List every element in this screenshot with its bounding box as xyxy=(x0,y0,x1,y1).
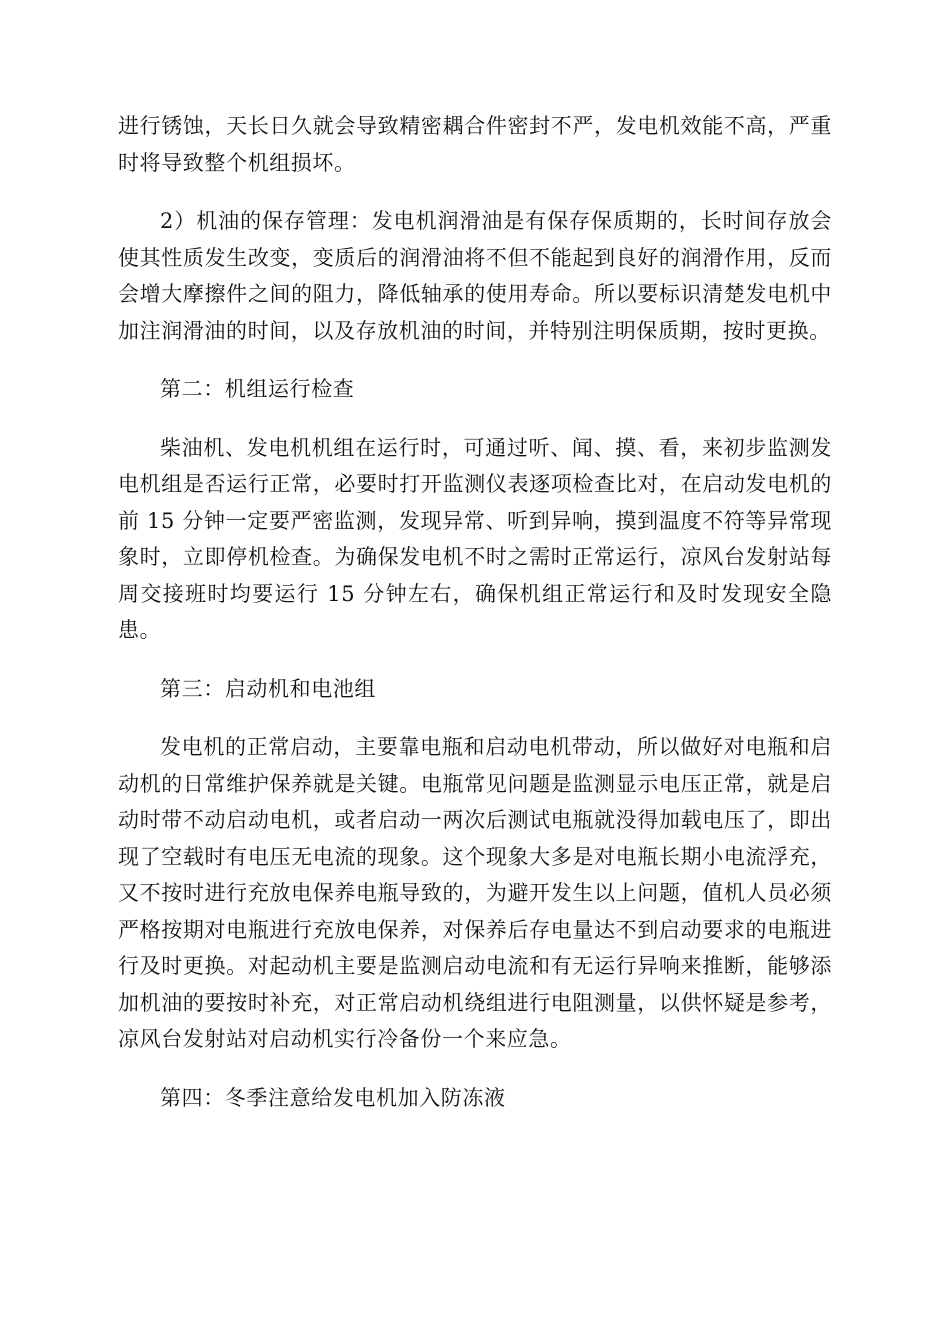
document-page xyxy=(118,108,832,1138)
paragraph-oil-storage: 2）机油的保存管理：发电机润滑油是有保存保质期的，长时间存放会使其性质发生改变，变质后的润滑油将不但不能起到良好的润滑作用，反而会增大摩擦件之间的阻力，降低轴承的使用寿命。所以要标识清楚发电机中加注润滑油的时间，以及存放机油的时间，并特别注明保质期，按时更换。 xyxy=(118,209,832,343)
section-heading-antifreeze: 第四：冬季注意给发电机加入防冻液 xyxy=(160,1085,506,1110)
section-heading-starter-battery: 第三：启动机和电池组 xyxy=(160,676,376,701)
paragraph-unit-check: 柴油机、发电机机组在运行时，可通过听、闻、摸、看，来初步监测发电机组是否运行正常，必要时打开监测仪表逐项检查比对，在启动发电机的前 15 分钟一定要严密监测，发现异常、听到异响，摸到温度不符等异常现象时，立即停机检查。为确保发电机不时之需时正常运行，凉风台发射站每周交接班时均要运行 15 分钟左右，确保机组正常运行和及时发现安全隐患。 xyxy=(118,435,832,642)
paragraph-starter-battery: 发电机的正常启动，主要靠电瓶和启动电机带动，所以做好对电瓶和启动机的日常维护保养就是关键。电瓶常见问题是监测显示电压正常，就是启动时带不动启动电机，或者启动一两次后测试电瓶就没得加载电压了，即出现了空载时有电压无电流的现象。这个现象大多是对电瓶长期小电流浮充，又不按时进行充放电保养电瓶导致的，为避开发生以上问题，值机人员必须严格按期对电瓶进行充放电保养，对保养后存电量达不到启动要求的电瓶进行及时更换。对起动机主要是监测启动电流和有无运行异响来推断，能够添加机油的要按时补充，对正常启动机绕组进行电阻测量，以供怀疑是参考，凉风台发射站对启动机实行冷备份一个来应急。 xyxy=(118,735,832,1051)
section-heading-unit-check: 第二：机组运行检查 xyxy=(160,377,355,401)
paragraph-corrosion-continuation: 进行锈蚀，天长日久就会导致精密耦合件密封不严，发电机效能不高，严重时将导致整个机组损坏。 xyxy=(118,114,832,175)
